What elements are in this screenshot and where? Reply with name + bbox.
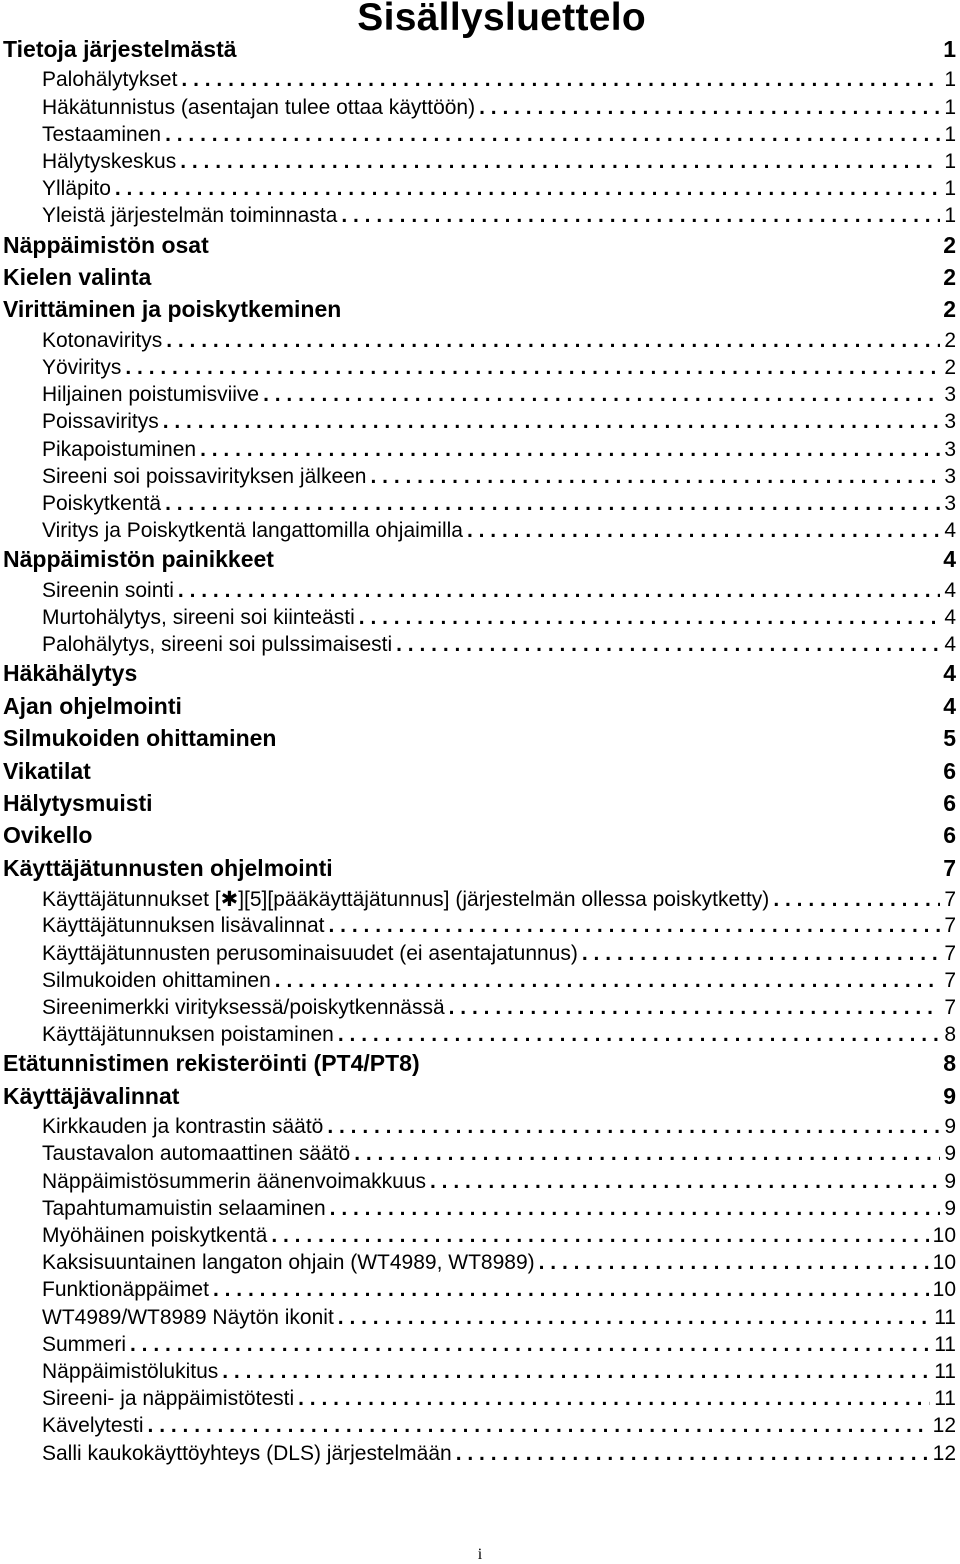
toc-page-number: 1 bbox=[943, 36, 956, 62]
toc-section-entry[interactable] bbox=[0, 1414, 960, 1438]
toc-entry-title: Sireenimerkki virityksessä/poiskytkennässä bbox=[42, 996, 445, 1019]
toc-entry-title: Tapahtumamuistin selaaminen bbox=[42, 1196, 326, 1220]
toc-page-number: 11 bbox=[934, 1360, 956, 1383]
toc-page-number: 3 bbox=[944, 437, 956, 461]
toc-chapter-entry[interactable] bbox=[0, 232, 960, 259]
toc-dot-leader bbox=[263, 383, 940, 407]
toc-entry-title: Myöhäinen poiskytkentä bbox=[42, 1224, 268, 1247]
toc-page-number: 2 bbox=[943, 296, 956, 323]
toc-page-number: 4 bbox=[943, 660, 956, 687]
toc-section-entry[interactable] bbox=[0, 1306, 960, 1330]
toc-page-number: 11 bbox=[934, 1305, 956, 1329]
toc-chapter-entry[interactable] bbox=[0, 296, 960, 323]
toc-section-entry[interactable] bbox=[0, 579, 960, 603]
toc-section-entry[interactable] bbox=[0, 1333, 960, 1357]
toc-dot-leader bbox=[330, 1197, 941, 1221]
toc-entry-title: Hälytyskeskus bbox=[42, 150, 177, 173]
toc-entry-title: Hälytysmuisti bbox=[3, 790, 153, 816]
toc-entry-title: Hiljainen poistumisviive bbox=[42, 383, 260, 407]
toc-dot-leader bbox=[165, 123, 940, 147]
toc-section-entry[interactable] bbox=[0, 914, 960, 938]
toc-chapter-entry[interactable] bbox=[0, 264, 960, 291]
toc-section-entry[interactable] bbox=[0, 1278, 960, 1302]
toc-dot-leader bbox=[354, 1142, 940, 1166]
toc-entry-title: Testaaminen bbox=[42, 122, 162, 146]
toc-chapter-entry[interactable] bbox=[0, 822, 960, 849]
toc-dot-leader bbox=[338, 1023, 940, 1047]
toc-entry-title: Poiskytkentä bbox=[42, 492, 162, 515]
toc-dot-leader bbox=[773, 888, 940, 912]
toc-entry-title: Poissaviritys bbox=[42, 410, 159, 434]
toc-chapter-entry[interactable] bbox=[0, 758, 960, 785]
toc-dot-leader bbox=[329, 914, 941, 938]
toc-section-entry[interactable] bbox=[0, 123, 960, 147]
toc-page-number: 3 bbox=[944, 464, 956, 488]
toc-chapter-entry[interactable] bbox=[0, 1083, 960, 1110]
toc-page-number: 2 bbox=[943, 264, 956, 290]
toc-page-number: 11 bbox=[934, 1387, 956, 1411]
toc-section-entry[interactable] bbox=[0, 1224, 960, 1248]
toc-dot-leader bbox=[539, 1251, 929, 1275]
toc-section-entry[interactable] bbox=[0, 633, 960, 657]
toc-entry-title: Summeri bbox=[42, 1332, 127, 1356]
toc-dot-leader bbox=[148, 1414, 929, 1438]
toc-dot-leader bbox=[467, 519, 940, 543]
toc-page-number: 11 bbox=[934, 1332, 956, 1356]
toc-entry-title: Salli kaukokäyttöyhteys (DLS) järjestelmään bbox=[42, 1441, 452, 1465]
toc-chapter-entry[interactable] bbox=[0, 36, 960, 63]
toc-page-number: 9 bbox=[944, 1196, 956, 1220]
toc-chapter-entry[interactable] bbox=[0, 660, 960, 687]
toc-page-number: 1 bbox=[944, 204, 956, 228]
toc-dot-leader bbox=[479, 96, 940, 120]
toc-entry-title: Vikatilat bbox=[3, 757, 91, 784]
toc-entry-title: Murtohälytys, sireeni soi kiinteästi bbox=[42, 606, 355, 629]
toc-page-number: 4 bbox=[943, 546, 956, 573]
toc-page-number: 4 bbox=[944, 578, 956, 602]
toc-entry-title: Silmukoiden ohittaminen bbox=[42, 968, 271, 992]
toc-page-number: 1 bbox=[944, 150, 956, 173]
toc-dot-leader bbox=[271, 1224, 928, 1248]
toc-section-entry[interactable] bbox=[0, 1197, 960, 1221]
toc-section-entry[interactable] bbox=[0, 150, 960, 174]
toc-dot-leader bbox=[396, 633, 940, 657]
toc-section-entry[interactable] bbox=[0, 1442, 960, 1466]
toc-section-entry[interactable] bbox=[0, 410, 960, 434]
toc-dot-leader bbox=[582, 942, 940, 966]
toc-dot-leader bbox=[213, 1278, 929, 1302]
toc-entry-title: Näppäimistön painikkeet bbox=[3, 546, 274, 573]
toc-section-entry[interactable] bbox=[0, 356, 960, 380]
toc-dot-leader bbox=[130, 1333, 930, 1357]
toc-chapter-entry[interactable] bbox=[0, 790, 960, 817]
toc-dot-leader bbox=[180, 150, 940, 174]
toc-entry-title: Kirkkauden ja kontrastin säätö bbox=[42, 1115, 324, 1139]
toc-entry-title: Käyttäjätunnukset [✱][5][pääkäyttäjätunnus] (järjestelmän ollessa poiskytketty) bbox=[42, 888, 770, 912]
toc-chapter-entry[interactable] bbox=[0, 693, 960, 720]
toc-page-number: 1 bbox=[944, 95, 956, 119]
toc-entry-title: Pikapoistuminen bbox=[42, 437, 197, 461]
toc-section-entry[interactable] bbox=[0, 519, 960, 543]
toc-entry-title: Virittäminen ja poiskytkeminen bbox=[3, 296, 342, 323]
toc-chapter-entry[interactable] bbox=[0, 855, 960, 882]
toc-entry-title: Käyttäjätunnuksen lisävalinnat bbox=[42, 914, 325, 938]
toc-section-entry[interactable] bbox=[0, 606, 960, 630]
toc-entry-title: WT4989/WT8989 Näytön ikonit bbox=[42, 1305, 334, 1329]
toc-section-entry[interactable] bbox=[0, 1387, 960, 1411]
toc-dot-leader bbox=[165, 492, 940, 516]
toc-section-entry[interactable] bbox=[0, 1360, 960, 1384]
toc-dot-leader bbox=[430, 1170, 940, 1194]
toc-dot-leader bbox=[275, 969, 941, 993]
toc-entry-title: Ajan ohjelmointi bbox=[3, 692, 182, 719]
toc-entry-title: Sireenin sointi bbox=[42, 578, 174, 602]
toc-page-number: 7 bbox=[943, 854, 956, 881]
toc-entry-title: Tietoja järjestelmästä bbox=[3, 36, 237, 62]
page-title: Sisällysluettelo bbox=[357, 0, 646, 39]
toc-page-number: 4 bbox=[944, 633, 956, 657]
toc-dot-leader bbox=[200, 438, 940, 462]
toc-entry-title: Käyttäjätunnusten ohjelmointi bbox=[3, 854, 333, 881]
toc-section-entry[interactable] bbox=[0, 1023, 960, 1047]
toc-entry-title: Näppäimistölukitus bbox=[42, 1360, 219, 1383]
toc-entry-title: Sireeni soi poissavirityksen jälkeen bbox=[42, 464, 367, 488]
toc-dot-leader bbox=[341, 204, 940, 228]
toc-entry-title: Kaksisuuntainen langaton ohjain (WT4989, WT8989) bbox=[42, 1251, 535, 1275]
toc-page-number: 3 bbox=[944, 410, 956, 434]
toc-entry-title: Funktionäppäimet bbox=[42, 1278, 209, 1302]
page-number: i bbox=[477, 1546, 483, 1563]
toc-entry-title: Häkätunnistus (asentajan tulee ottaa käyttöön) bbox=[42, 95, 476, 119]
toc-dot-leader bbox=[166, 329, 940, 353]
toc-section-entry[interactable] bbox=[0, 465, 960, 489]
toc-section-entry[interactable] bbox=[0, 996, 960, 1020]
toc-page-number: 6 bbox=[943, 757, 956, 784]
toc-page-number: 9 bbox=[944, 1115, 956, 1139]
toc-chapter-entry[interactable] bbox=[0, 725, 960, 752]
toc-page-number: 8 bbox=[943, 1050, 956, 1077]
toc-page-number: 12 bbox=[932, 1441, 956, 1465]
toc-dot-leader bbox=[181, 68, 940, 92]
toc-page-number: 4 bbox=[944, 606, 956, 629]
toc-page-number: 2 bbox=[944, 328, 956, 352]
toc-page-number: 7 bbox=[944, 996, 956, 1019]
toc-section-entry[interactable] bbox=[0, 68, 960, 92]
toc-page-number: 2 bbox=[943, 231, 956, 258]
toc-page-number: 1 bbox=[944, 177, 956, 201]
toc-section-entry[interactable] bbox=[0, 1170, 960, 1194]
toc-page-number: 6 bbox=[943, 822, 956, 849]
toc-section-entry[interactable] bbox=[0, 96, 960, 120]
toc-dot-leader bbox=[371, 465, 941, 489]
toc-page-number: 9 bbox=[943, 1082, 956, 1109]
toc-page-number: 5 bbox=[943, 725, 956, 752]
toc-entry-title: Sireeni- ja näppäimistötesti bbox=[42, 1387, 295, 1411]
toc-dot-leader bbox=[338, 1306, 930, 1330]
toc-section-entry[interactable] bbox=[0, 177, 960, 201]
toc-page-number: 4 bbox=[944, 519, 956, 543]
toc-dot-leader bbox=[327, 1115, 940, 1139]
toc-chapter-entry[interactable] bbox=[0, 1050, 960, 1077]
toc-entry-title: Silmukoiden ohittaminen bbox=[3, 725, 277, 752]
toc-page-number: 3 bbox=[944, 383, 956, 407]
toc-page-number: 3 bbox=[944, 492, 956, 515]
toc-entry-title: Kävelytesti bbox=[42, 1414, 144, 1438]
toc-entry-title: Taustavalon automaattinen säätö bbox=[42, 1142, 351, 1166]
toc-entry-title: Yleistä järjestelmän toiminnasta bbox=[42, 204, 338, 228]
toc-page-number: 9 bbox=[944, 1169, 956, 1193]
toc-dot-leader bbox=[115, 177, 940, 201]
toc-entry-title: Kielen valinta bbox=[3, 264, 152, 290]
toc-page-number: 1 bbox=[944, 122, 956, 146]
toc-page-number: 8 bbox=[944, 1023, 956, 1047]
toc-dot-leader bbox=[449, 996, 941, 1020]
toc-section-entry[interactable] bbox=[0, 887, 960, 912]
toc-entry-title: Yöviritys bbox=[42, 356, 122, 379]
toc-page-number: 6 bbox=[943, 790, 956, 816]
toc-dot-leader bbox=[456, 1442, 929, 1466]
toc-dot-leader bbox=[222, 1360, 930, 1384]
toc-page-number: 12 bbox=[932, 1414, 956, 1438]
toc-page-number: 10 bbox=[932, 1251, 956, 1275]
toc-dot-leader bbox=[359, 606, 941, 630]
toc-dot-leader bbox=[125, 356, 940, 380]
toc-entry-title: Käyttäjätunnuksen poistaminen bbox=[42, 1023, 334, 1047]
toc-entry-title: Käyttäjävalinnat bbox=[3, 1082, 180, 1109]
toc-entry-title: Käyttäjätunnusten perusominaisuudet (ei asentajatunnus) bbox=[42, 941, 578, 965]
toc-page-number: 7 bbox=[944, 968, 956, 992]
toc-section-entry[interactable] bbox=[0, 383, 960, 407]
toc-section-entry[interactable] bbox=[0, 204, 960, 228]
toc-page-number: 7 bbox=[944, 888, 956, 912]
toc-entry-title: Ovikello bbox=[3, 822, 93, 849]
toc-entry-title: Palohälytys, sireeni soi pulssimaisesti bbox=[42, 633, 393, 657]
toc-entry-title: Näppäimistön osat bbox=[3, 231, 209, 258]
toc-entry-title: Kotonaviritys bbox=[42, 328, 163, 352]
toc-entry-title: Ylläpito bbox=[42, 177, 111, 201]
toc-entry-title: Näppäimistösummerin äänenvoimakkuus bbox=[42, 1169, 427, 1193]
toc-page-number: 4 bbox=[943, 692, 956, 719]
toc-section-entry[interactable] bbox=[0, 942, 960, 966]
toc-page-number: 7 bbox=[944, 914, 956, 938]
toc-entry-title: Viritys ja Poiskytkentä langattomilla ohjaimilla bbox=[42, 519, 463, 543]
toc-dot-leader bbox=[163, 410, 941, 434]
toc-page-number: 7 bbox=[944, 941, 956, 965]
toc-dot-leader bbox=[178, 579, 940, 603]
toc-chapter-entry[interactable] bbox=[0, 546, 960, 573]
toc-page-number: 10 bbox=[932, 1278, 956, 1302]
toc-section-entry[interactable] bbox=[0, 969, 960, 993]
toc-section-entry[interactable] bbox=[0, 329, 960, 353]
toc-section-entry[interactable] bbox=[0, 1115, 960, 1139]
toc-entry-title: Häkähälytys bbox=[3, 660, 138, 687]
toc-entry-title: Etätunnistimen rekisteröinti (PT4/PT8) bbox=[3, 1050, 420, 1077]
toc-page-number: 2 bbox=[944, 356, 956, 379]
toc-entry-title: Palohälytykset bbox=[42, 68, 178, 92]
toc-section-entry[interactable] bbox=[0, 1251, 960, 1275]
toc-page-number: 1 bbox=[944, 68, 956, 92]
toc-section-entry[interactable] bbox=[0, 438, 960, 462]
toc-page-number: 9 bbox=[944, 1142, 956, 1166]
toc-section-entry[interactable] bbox=[0, 1142, 960, 1166]
toc-page-number: 10 bbox=[932, 1224, 956, 1247]
toc-dot-leader bbox=[298, 1387, 930, 1411]
toc-section-entry[interactable] bbox=[0, 492, 960, 516]
